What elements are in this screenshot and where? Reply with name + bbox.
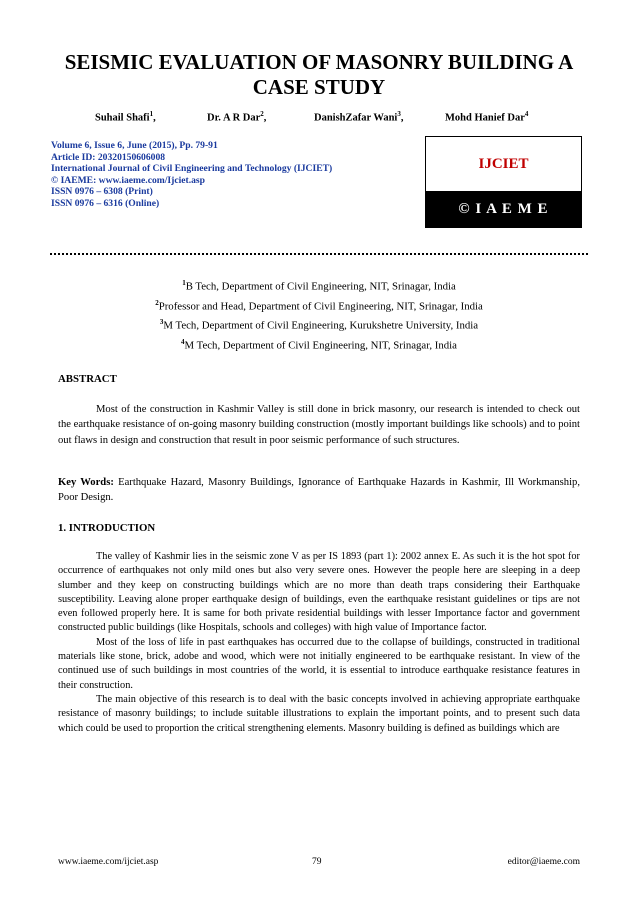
author-list (95, 110, 565, 126)
author-sep: , (153, 112, 156, 124)
intro-paragraph-2: Most of the loss of life in past earthquakes has occurred due to the collapse of buildings, constructed in traditional materials like stone, brick, adobe and wood, which were not initially engineered to be earthquake resistant. In view of the continued use of such buildings in most countries of the world, it is essential to introduce earthquake resistance features in their construction. (58, 636, 580, 691)
paper-title (40, 50, 598, 100)
affiliation-text: B Tech, Department of Civil Engineering, NIT, Srinagar, India (185, 280, 456, 293)
affiliation-text: Professor and Head, Department of Civil Engineering, NIT, Srinagar, India (158, 300, 483, 313)
meta-journal: International Journal of Civil Engineering and Technology (IJCIET) (51, 163, 333, 175)
author-2 (207, 110, 266, 124)
introduction-heading: 1. INTRODUCTION (58, 522, 156, 534)
title-line-1: SEISMIC EVALUATION OF MASONRY BUILDING A (64, 50, 574, 74)
keywords-label: Key Words: (58, 477, 114, 488)
title-line-2: CASE STUDY (252, 75, 386, 99)
affiliation-text: M Tech, Department of Civil Engineering, Kurukshetre University, India (163, 319, 479, 332)
affiliation-sup: 2 (155, 298, 159, 307)
introduction-body (58, 550, 580, 736)
footer-url: www.iaeme.com/ijciet.asp (58, 857, 159, 867)
meta-volume: Volume 6, Issue 6, June (2015), Pp. 79-91 (51, 140, 218, 151)
author-sep: , (263, 112, 267, 124)
author-sup: 1 (149, 110, 154, 118)
affiliation-sup: 4 (181, 337, 185, 346)
meta-copyright: © IAEME: www.iaeme.com/Ijciet.asp (51, 174, 205, 186)
publisher-mark: © I A E M E (426, 191, 581, 227)
author-sup: 2 (260, 110, 264, 118)
affiliation-4 (60, 334, 578, 354)
affiliation-text: M Tech, Department of Civil Engineering, NIT, Srinagar, India (184, 339, 457, 352)
journal-abbrev: IJCIET (478, 155, 529, 172)
journal-logo-box (425, 136, 582, 228)
author-1 (95, 110, 156, 124)
affiliation-sup: 1 (182, 279, 186, 287)
intro-paragraph-3: The main objective of this research is to deal with the basic concepts involved in achieving appropriate earthquake resistance of masonry buildings; to include suitable illustrations to explain the important points, and to present such data which could be used to proportion the critical strengthening elements. Masonry building is defined as buildings which are (58, 693, 580, 734)
affiliation-3 (60, 314, 578, 334)
keywords-text: Earthquake Hazard, Masonry Buildings, Ignorance of Earthquake Hazards in Kashmir, Ill Workmanship, Poor Design. (58, 477, 580, 504)
abstract-paragraph: Most of the construction in Kashmir Valley is still done in brick masonry, our research is intended to check out the earthquake resistance of on-going masonry building construction (mostly important buildings like schools) and to point out flaws in design and construction that result in poor seismic performance of such structures. (58, 404, 580, 446)
affiliation-sup: 3 (159, 318, 164, 327)
meta-issn-online: ISSN 0976 – 6316 (Online) (51, 197, 160, 209)
affiliation-1 (60, 275, 578, 295)
meta-issn-print: ISSN 0976 – 6308 (Print) (51, 186, 153, 198)
author-3 (314, 110, 403, 124)
affiliations (60, 275, 578, 353)
footer-email: editor@iaeme.com (507, 857, 580, 867)
author-sep: , (400, 112, 404, 124)
author-name: DanishZafar Wani (314, 112, 398, 124)
author-name: Dr. A R Dar (207, 112, 261, 124)
page-number: 79 (312, 857, 322, 867)
intro-paragraph-1: The valley of Kashmir lies in the seismic zone V as per IS 1893 (part 1): 2002 annex E. As such it is the hot spot for occurrence of earthquakes not only mild ones but also very severe ones. However the people here are sleeping in a deep slumber and they keep on constructing buildings which are no more than death traps considering their Earthquake susceptibility. Leaving alone proper earthquake design of buildings, even the earthquake resistant guidelines or tips are not even followed properly here. It is same for both private residential buildings with lesser Importance factor and government constructed public buildings (like Hospitals, schools and colleges) with high value of Importance factor. (58, 551, 580, 634)
journal-meta (51, 140, 411, 210)
meta-article-id: Article ID: 20320150606008 (51, 151, 166, 163)
author-4 (445, 110, 528, 124)
author-sup: 3 (397, 110, 401, 118)
author-name: Suhail Shafi (95, 112, 150, 124)
abstract-heading: ABSTRACT (58, 373, 117, 385)
affiliation-2 (60, 295, 578, 315)
author-name: Mohd Hanief Dar (445, 112, 525, 124)
dotted-divider (50, 253, 588, 255)
author-sup: 4 (524, 110, 529, 118)
page-footer (58, 857, 580, 871)
abstract-body (58, 402, 580, 448)
keywords (58, 475, 580, 506)
